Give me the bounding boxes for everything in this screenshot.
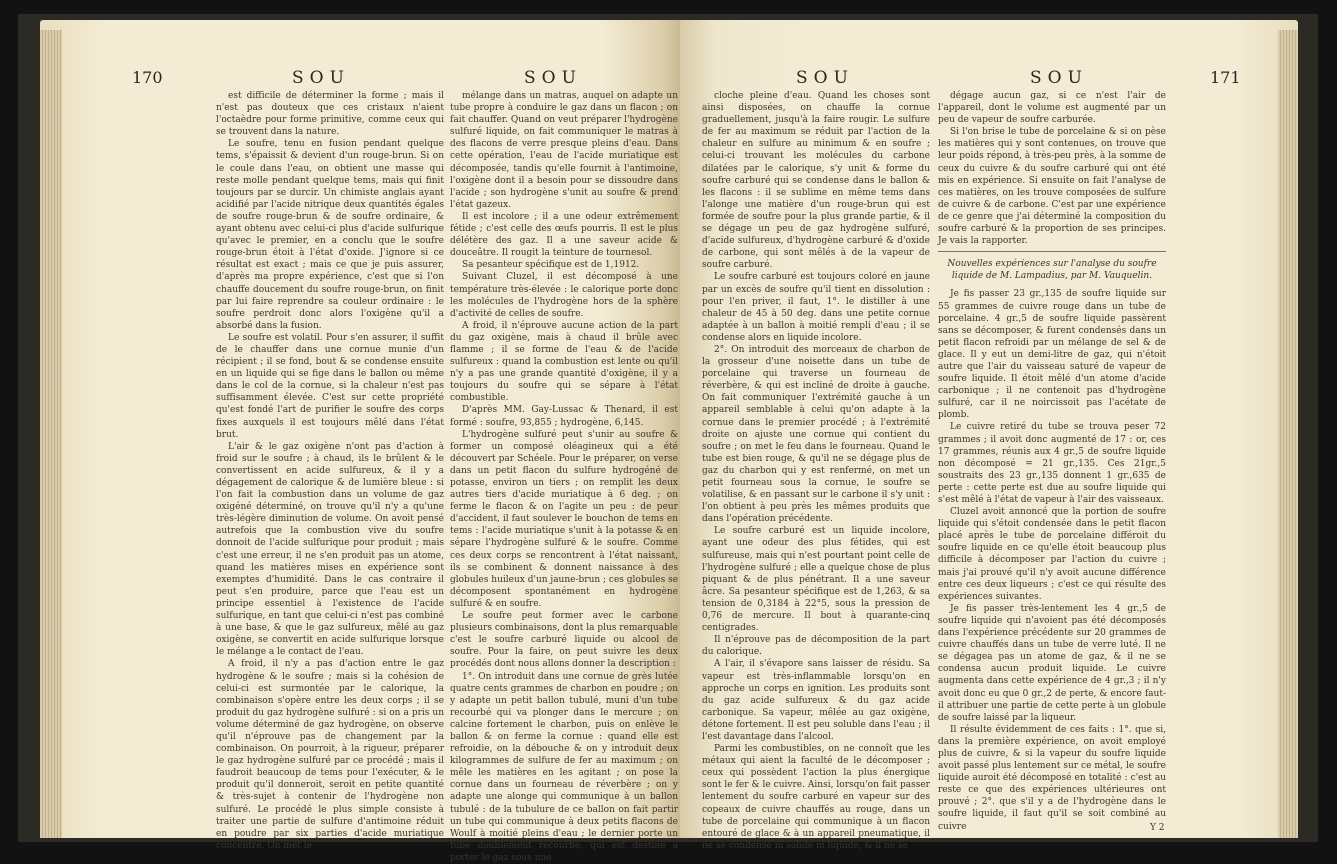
right-column-1	[702, 90, 930, 835]
open-book	[18, 14, 1318, 842]
paragraph: Il n'éprouve pas de décomposition de la part du calorique.	[702, 634, 930, 658]
paragraph: A l'air, il s'évapore sans laisser de résidu. Sa vapeur est très-inflammable lorsqu'on en approche un corps en ignition. Les produits sont du gaz acide sulfureux & du gaz acide carbonique. Sa vapeur, mêlée au gaz oxigène, détone fortement. Il est peu soluble dans l'eau ; il l'est davantage dans l'alcool.	[702, 658, 930, 743]
paragraph: Le soufre carburé est toujours coloré en jaune par un excès de soufre qu'il tient en dissolution : pour l'en priver, il faut, 1°. le distiller à une chaleur de 45 à 50 deg. dans une petite cornue adaptée à un ballon à moitié rempli d'eau ; il se condense alors en liquide incolore.	[702, 271, 930, 344]
paragraph: L'hydrogène sulfuré peut s'unir au soufre & former un composé oléagineux qui a été découvert par Schéele. Pour le préparer, on verse dans un petit flacon du sulfure hydrogéné de potasse, environ un tiers ; on remplit les deux autres tiers d'acide muriatique à 6 deg. ; on ferme le flacon & on l'agite un peu : de peur d'accident, il faut soulever le bouchon de tems en tems : l'acide muriatique s'unit à la potasse & en sépare l'hydrogène sulfuré & le soufre. Comme ces deux corps se rencontrent à l'état naissant, ils se combinent & donnent naissance à des globules huileux d'un jaune-brun ; ces globules se décomposent spontanément en hydrogène sulfuré & en soufre.	[450, 429, 678, 610]
right-page	[680, 20, 1298, 838]
paragraph: A froid, il n'éprouve aucune action de la part du gaz oxigène, mais à chaud il brûle avec flamme ; il se forme de l'eau & de l'acide sulfureux : quand la combustion est lente ou qu'il n'y a pas une grande quantité d'oxigène, il y a toujours du soufre qui se sépare à l'état combustible.	[450, 320, 678, 405]
running-head-left-2: SOU	[524, 68, 582, 88]
paragraph: L'air & le gaz oxigène n'ont pas d'action à froid sur le soufre ; à chaud, ils le brûlent & le convertissent en acide sulfureux, & il y a dégagement de calorique & de lumière bleue : si l'on fait la combustion dans un volume de gaz oxigéné déterminé, on trouve qu'il n'y a qu'une très-légère diminution de volume. On avoit pensé autrefois que la combustion vive du soufre donnoit de l'acide sulfurique pour produit ; mais c'est une erreur, il ne s'en produit pas un atome, quand les matières mises en expérience sont exemptes d'humidité. Dans le cas contraire il peut s'en produire, parce que l'eau est un principe essentiel à l'existence de l'acide sulfurique, en tant que celui-ci n'est pas combiné à une base, & que le gaz sulfureux, mêlé au gaz oxigène, se convertit en acide sulfurique lorsque le mélange a le contact de l'eau.	[216, 441, 444, 659]
running-head-left-1: SOU	[292, 68, 350, 88]
paragraph: D'après MM. Gay-Lussac & Thenard, il est formé : soufre, 93,855 ; hydrogène, 6,145.	[450, 404, 678, 428]
page-number-left: 170	[132, 68, 163, 87]
page-number-right: 171	[1210, 68, 1241, 87]
section-title: Nouvelles expériences sur l'analyse du soufre liquide de M. Lampadius, par M. Vauquelin.	[938, 258, 1166, 282]
paragraph: Je fis passer très-lentement les 4 gr.,5 de soufre liquide qui n'avoient pas été décomposés dans l'expérience précédente sur 20 grammes de cuivre chauffés dans un tube de verre luté. Il ne se dégagea pas un atome de gaz, & il ne se condensa aucun produit liquide. Le cuivre augmenta dans cette expérience de 4 gr.,3 ; il n'y avoit donc eu que 0 gr.,2 de perte, & encore faut-il attribuer une partie de cette perte à un globule de soufre laissé par la liqueur.	[938, 603, 1166, 724]
running-head-right-1: SOU	[796, 68, 854, 88]
paragraph: Il résulte évidemment de ces faits : 1°. que si, dans la première expérience, on avoit employé plus de cuivre, & si la vapeur du soufre liquide avoit passé plus lentement sur ce métal, le soufre liquide auroit été décomposé en totalité : c'est au reste ce que des expériences ultérieures ont prouvé ; 2°. que s'il y a de l'hydrogène dans le soufre liquide, il faut qu'il se soit combiné au cuivre	[938, 724, 1166, 833]
paragraph: Le cuivre retiré du tube se trouva peser 72 grammes ; il avoit donc augmenté de 17 : or, ces 17 grammes, réunis aux 4 gr.,5 de soufre liquide non décomposé = 21 gr.,135. Ces 21gr.,5 soustraits des 23 gr.,135 donnent 1 gr.,635 de perte : cette perte est due au soufre liquide qui s'est mêlé à l'état de vapeur à l'air des vaisseaux.	[938, 421, 1166, 506]
paragraph: 1°. On introduit dans une cornue de grès lutée quatre cents grammes de charbon en poudre ; on y adapte un petit ballon tubulé, muni d'un tube recourbé qui va plonger dans le mercure ; on calcine fortement le charbon, puis on enlève le ballon & on ferme la cornue : quand elle est refroidie, on la débouche & on y introduit deux kilogrammes de sulfure de fer au maximum ; on mêle les matières en les agitant ; on pose la cornue dans un fourneau de réverbère ; on y adapte une alonge qui communique à un ballon tubulé : de la tubulure de ce ballon on fait partir un tube qui communique à deux petits flacons de Woulf à moitié pleins d'eau ; le dernier porte un tube doublement recourbé, qui est destiné à porter le gaz sous une	[450, 671, 678, 864]
signature-mark: Y 2	[1150, 823, 1165, 833]
left-page-edges	[40, 30, 62, 838]
paragraph: Le soufre, tenu en fusion pendant quelque tems, s'épaissit & devient d'un rouge-brun. Si on le coule dans l'eau, on obtient une masse qui reste molle pendant quelque tems, mais qui finit toujours par se durcir. Un chimiste anglais ayant acidifié par l'acide nitrique deux quantités égales de soufre rouge-brun & de soufre ordinaire, & ayant obtenu avec celui-ci plus d'acide sulfurique qu'avec le premier, en a conclu que le soufre rouge-brun étoit à l'état d'oxide. J'ignore si ce résultat est exact ; mais ce que je puis assurer, d'après ma propre expérience, c'est que si l'on chauffe doucement du soufre rouge-brun, on finit par lui faire reprendre sa couleur ordinaire : le soufre perdroit donc alors l'oxigène qu'il a absorbé dans la fusion.	[216, 138, 444, 332]
paragraph: dégage aucun gaz, si ce n'est l'air de l'appareil, dont le volume est augmenté par un peu de vapeur de soufre carburée.	[938, 90, 1166, 126]
left-column-1	[216, 90, 444, 835]
paragraph: Il est incolore ; il a une odeur extrêmement fétide ; c'est celle des œufs pourris. Il est le plus délétère des gaz. Il a une saveur acide & douceâtre. Il rougit la teinture de tournesol.	[450, 211, 678, 259]
paragraph: Le soufre peut former avec le carbone plusieurs combinaisons, dont la plus remarquable c'est le soufre carburé liquide ou alcool de soufre. Pour la faire, on peut suivre les deux procédés dont nous allons donner la description :	[450, 610, 678, 670]
left-column-2	[450, 90, 678, 835]
paragraph: A froid, il n'y a pas d'action entre le gaz hydrogène & le soufre ; mais si la cohésion de celui-ci est surmontée par le calorique, la combinaison s'opère entre les deux corps ; il se produit du gaz hydrogène sulfuré : si on a pris un volume déterminé de gaz hydrogène, on observe qu'il n'éprouve pas de changement par la combinaison. On pourroit, à la rigueur, préparer le gaz hydrogène sulfuré par ce procédé ; mais il faudroit beaucoup de tems pour l'exécuter, & le produit qu'il donneroit, seroit en petite quantité & très-sujet à contenir de l'hydrogène non sulfuré. Le procédé le plus simple consiste à traiter une partie de sulfure d'antimoine réduit en poudre par six parties d'acide muriatique concentré. On met le	[216, 658, 444, 852]
paragraph: cloche pleine d'eau. Quand les choses sont ainsi disposées, on chauffe la cornue graduellement, jusqu'à la faire rougir. Le sulfure de fer au maximum se réduit par l'action de la chaleur en sulfure au minimum & en soufre ; celui-ci trouvant les molécules du carbone dilatées par le calorique, s'y unit & forme du soufre carburé qui se condense dans le ballon & les flacons : il se sublime en même tems dans l'alonge une matière d'un rouge-brun qui est formée de soufre pour la plus grande partie, & il se dégage un peu de gaz hydrogène sulfuré, d'acide sulfureux, d'hydrogène carburé & d'oxide de carbone, qui sont mêlés à de la vapeur de soufre carburé.	[702, 90, 930, 271]
paragraph: Sa pesanteur spécifique est de 1,1912.	[450, 259, 678, 271]
right-page-edges	[1278, 30, 1298, 838]
title-rule	[938, 251, 1166, 252]
paragraph: Si l'on brise le tube de porcelaine & si on pèse les matières qui y sont contenues, on trouve que leur poids répond, à très-peu près, à la somme de ceux du cuivre & du soufre carburé qui ont été mis en expérience. Si ensuite on fait l'analyse de ces matières, on les trouve composées de sulfure de cuivre & de carbone. C'est par une expérience de ce genre que j'ai déterminé la composition du soufre carburé & la proportion de ses principes. Je vais la rapporter.	[938, 126, 1166, 247]
paragraph: Cluzel avoit annoncé que la portion de soufre liquide qui s'étoit condensée dans le petit flacon placé après le tube de porcelaine différoit du soufre liquide en ce qu'elle étoit beaucoup plus difficile à décomposer par l'action du cuivre ; mais j'ai prouvé qu'il n'y avoit aucune différence entre ces deux liqueurs ; c'est ce qui résulte des expériences suivantes.	[938, 506, 1166, 603]
paragraph: Suivant Cluzel, il est décomposé à une température très-élevée : le calorique porte donc les molécules de l'hydrogène hors de la sphère d'activité de celles de soufre.	[450, 271, 678, 319]
paragraph: Je fis passer 23 gr.,135 de soufre liquide sur 55 grammes de cuivre rouge dans un tube de porcelaine. 4 gr.,5 de soufre liquide passèrent sans se décomposer, & furent condensés dans un petit flacon refroidi par un mélange de sel & de glace. Il y eut un demi-litre de gaz, qui n'étoit autre que l'air du vaisseau saturé de vapeur de soufre liquide. Il étoit mêlé d'un atome d'acide carbonique ; il ne contenoit pas d'hydrogène sulfuré, car il ne noircissoit pas l'acétate de plomb.	[938, 288, 1166, 421]
paragraph: Le soufre est volatil. Pour s'en assurer, il suffit de le chauffer dans une cornue munie d'un récipient ; il se fond, bout & se condense ensuite en un liquide qui se fige dans le ballon ou même dans le col de la cornue, si la chaleur n'est pas suffisamment élevée. C'est sur cette propriété qu'est fondé l'art de purifier le soufre des corps fixes auxquels il est toujours mêlé dans l'état brut.	[216, 332, 444, 441]
right-column-2	[938, 90, 1166, 835]
paragraph: Le soufre carburé est un liquide incolore, ayant une odeur des plus fétides, qui est sulfureuse, mais qui n'est pourtant point celle de l'hydrogène sulfuré ; elle a quelque chose de plus piquant & de plus pénétrant. Il a une saveur âcre. Sa pesanteur spécifique est de 1,263, & sa tension de 0,3184 à 22°5, sous la pression de 0,76 de mercure. Il bout à quarante-cinq centigrades.	[702, 525, 930, 634]
paragraph: mélange dans un matras, auquel on adapte un tube propre à conduire le gaz dans un flacon ; on fait chauffer. Quand on veut préparer l'hydrogène sulfuré liquide, on fait communiquer le matras à des flacons de verre presque pleins d'eau. Dans cette opération, l'eau de l'acide muriatique est décomposée, tandis qu'elle fournit à l'antimoine, l'oxigène dont il a besoin pour se dissoudre dans l'acide ; son hydrogène s'unit au soufre & prend l'état gazeux.	[450, 90, 678, 211]
paragraph: Parmi les combustibles, on ne connoît que les métaux qui aient la faculté de le décomposer ; ceux qui possèdent l'action la plus énergique sont le fer & le cuivre. Ainsi, lorsqu'on fait passer lentement du soufre carburé en vapeur sur des copeaux de cuivre chauffés au rouge, dans un tube de porcelaine qui communique à un flacon entouré de glace & à un appareil pneumatique, il ne se condense ni solide ni liquide, & il ne se	[702, 743, 930, 852]
running-head-right-2: SOU	[1030, 68, 1088, 88]
left-page	[40, 20, 680, 838]
paragraph: est difficile de déterminer la forme ; mais il n'est pas douteux que ces cristaux n'aient l'octaèdre pour forme primitive, comme ceux qui se trouvent dans la nature.	[216, 90, 444, 138]
paragraph: 2°. On introduit des morceaux de charbon de la grosseur d'une noisette dans un tube de porcelaine qui traverse un fourneau de réverbère, & qui est incliné de droite à gauche. On fait communiquer l'extrémité gauche à un appareil semblable à celui qu'on adapte à la cornue dans le premier procédé ; à l'extrémité droite on ajuste une cornue qui contient du soufre ; on met le feu dans le fourneau. Quand le tube est bien rouge, & qu'il ne se dégage plus de gaz du charbon qui y est renfermé, on met un petit fourneau sous la cornue, le soufre se volatilise, & en passant sur le carbone il s'y unit : l'on obtient à peu près les mêmes produits que dans l'opération précédente.	[702, 344, 930, 525]
